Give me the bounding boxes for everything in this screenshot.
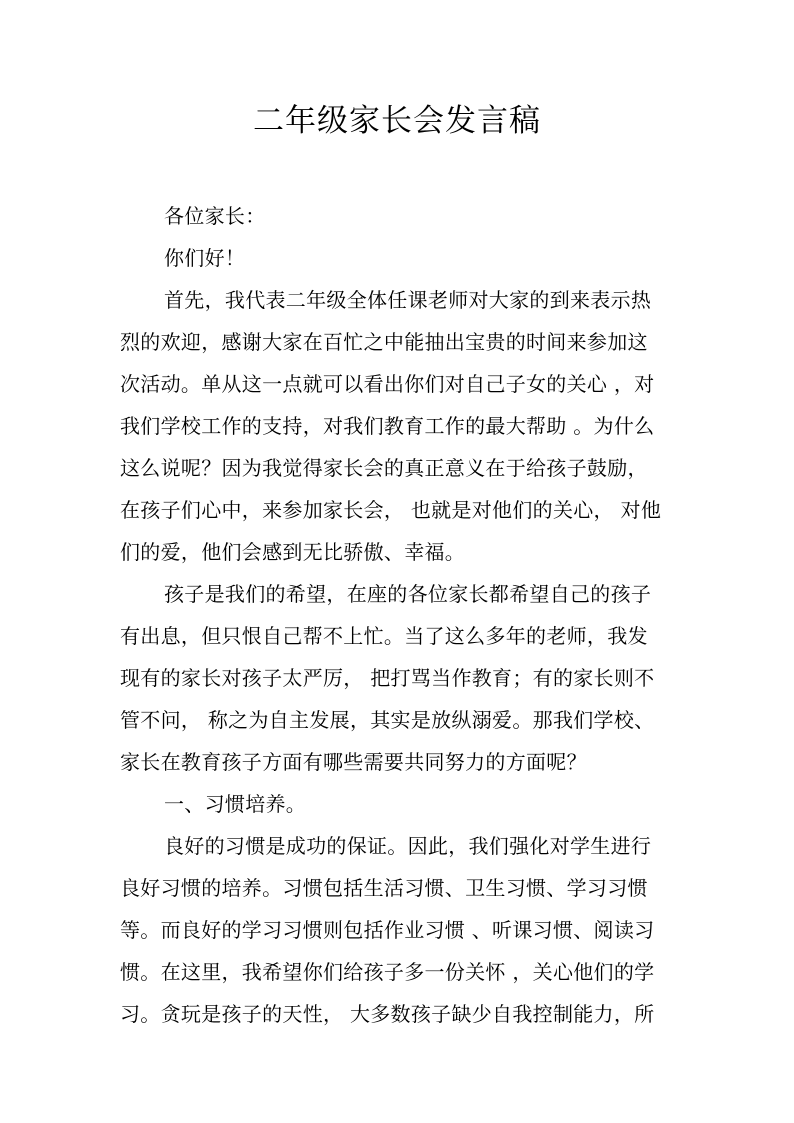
document-body	[120, 195, 680, 1035]
text-line: 次活动。单从这一点就可以看出你们对自己子女的关心 ，对	[120, 372, 655, 396]
text-line: 孩子是我们的希望，在座的各位家长都希望自己的孩子	[164, 582, 652, 606]
text-line: 等。而良好的学习习惯则包括作业习惯 、听课习惯、阅读习	[120, 918, 655, 942]
text-line: 烈的欢迎，感谢大家在百忙之中能抽出宝贵的时间来参加这	[120, 330, 648, 354]
text-line: 管不问， 称之为自主发展，其实是放纵溺爱。那我们学校、	[120, 708, 655, 732]
text-line: 我们学校工作的支持，对我们教育工作的最大帮助 。为什么	[120, 414, 655, 438]
document-title: 二年级家长会发言稿	[253, 103, 541, 139]
text-line: 一、习惯培养。	[164, 792, 307, 816]
text-line: 在孩子们心中，来参加家长会， 也就是对他们的关心， 对他	[120, 498, 662, 522]
text-line: 们的爱，他们会感到无比骄傲、幸福。	[120, 540, 466, 564]
text-line: 有出息，但只恨自己帮不上忙。当了这么多年的老师，我发	[120, 624, 648, 648]
text-line: 习。贪玩是孩子的天性， 大多数孩子缺少自我控制能力，所	[120, 1002, 655, 1026]
text-line: 现有的家长对孩子太严厉， 把打骂当作教育；有的家长则不	[120, 666, 655, 690]
text-line: 这么说呢？因为我觉得家长会的真正意义在于给孩子鼓励，	[120, 456, 648, 480]
text-line: 你们好！	[164, 246, 246, 270]
text-line: 良好的习惯是成功的保证。因此，我们强化对学生进行	[164, 834, 652, 858]
text-line: 各位家长：	[164, 204, 266, 228]
text-line: 家长在教育孩子方面有哪些需要共同努力的方面呢？	[120, 750, 587, 774]
text-line: 良好习惯的培养。习惯包括生活习惯、卫生习惯、学习习惯	[120, 876, 648, 900]
text-line: 惯。在这里，我希望你们给孩子多一份关怀 ，关心他们的学	[120, 960, 655, 984]
text-line: 首先，我代表二年级全体任课老师对大家的到来表示热	[164, 288, 652, 312]
